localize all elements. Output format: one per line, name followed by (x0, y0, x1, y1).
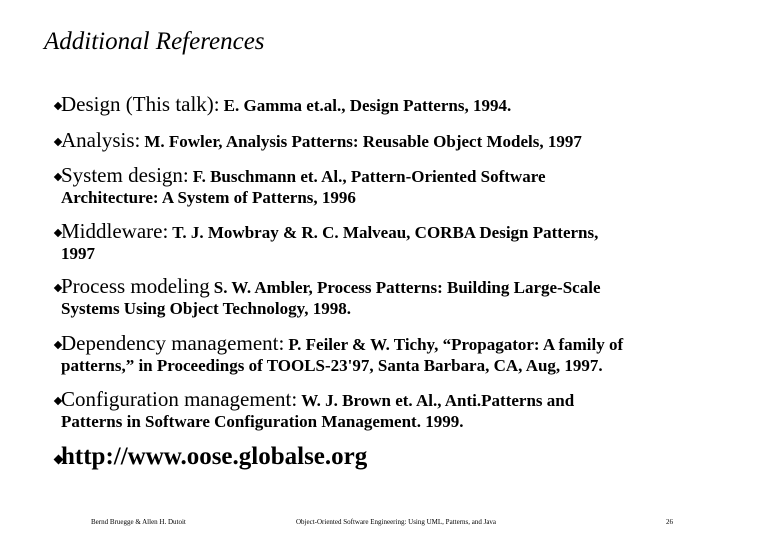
reference-topic: Process modeling (61, 274, 210, 298)
reference-topic: Dependency management: (61, 331, 285, 355)
reference-citation: M. Fowler, Analysis Patterns: Reusable Object Models, 1997 (144, 132, 582, 151)
reference-citation: T. J. Mowbray & R. C. Malveau, CORBA Design Patterns, (172, 223, 599, 242)
reference-topic: Design (This talk): (61, 92, 220, 116)
reference-citation-continued: Architecture: A System of Patterns, 1996 (61, 188, 356, 207)
reference-citation-continued: 1997 (61, 244, 95, 263)
reference-topic: System design: (61, 163, 189, 187)
reference-citation: S. W. Ambler, Process Patterns: Building Large-Scale (213, 278, 601, 297)
reference-citation: E. Gamma et.al., Design Patterns, 1994. (223, 96, 512, 115)
reference-topic: Analysis: (61, 128, 141, 152)
website-link[interactable]: http://www.oose.globalse.org (61, 443, 368, 470)
reference-citation-continued: Systems Using Object Technology, 1998. (61, 299, 351, 318)
footer-authors: Bernd Bruegge & Allen H. Dutoit (91, 518, 186, 526)
reference-citation: F. Buschmann et. Al., Pattern-Oriented Software (192, 167, 546, 186)
footer-book-title: Object-Oriented Software Engineering: Using UML, Patterns, and Java (296, 518, 497, 526)
slide-title: Additional References (44, 28, 265, 55)
reference-topic: Middleware: (61, 219, 169, 243)
reference-citation-continued: patterns,” in Proceedings of TOOLS-23'97, Santa Barbara, CA, Aug, 1997. (61, 356, 603, 375)
footer-page-number: 26 (666, 518, 673, 526)
reference-topic: Configuration management: (61, 387, 298, 411)
reference-citation-continued: Patterns in Software Configuration Management. 1999. (61, 412, 464, 431)
reference-citation: W. J. Brown et. Al., Anti.Patterns and (301, 391, 575, 410)
reference-citation: P. Feiler & W. Tichy, “Propagator: A family of (288, 335, 624, 354)
